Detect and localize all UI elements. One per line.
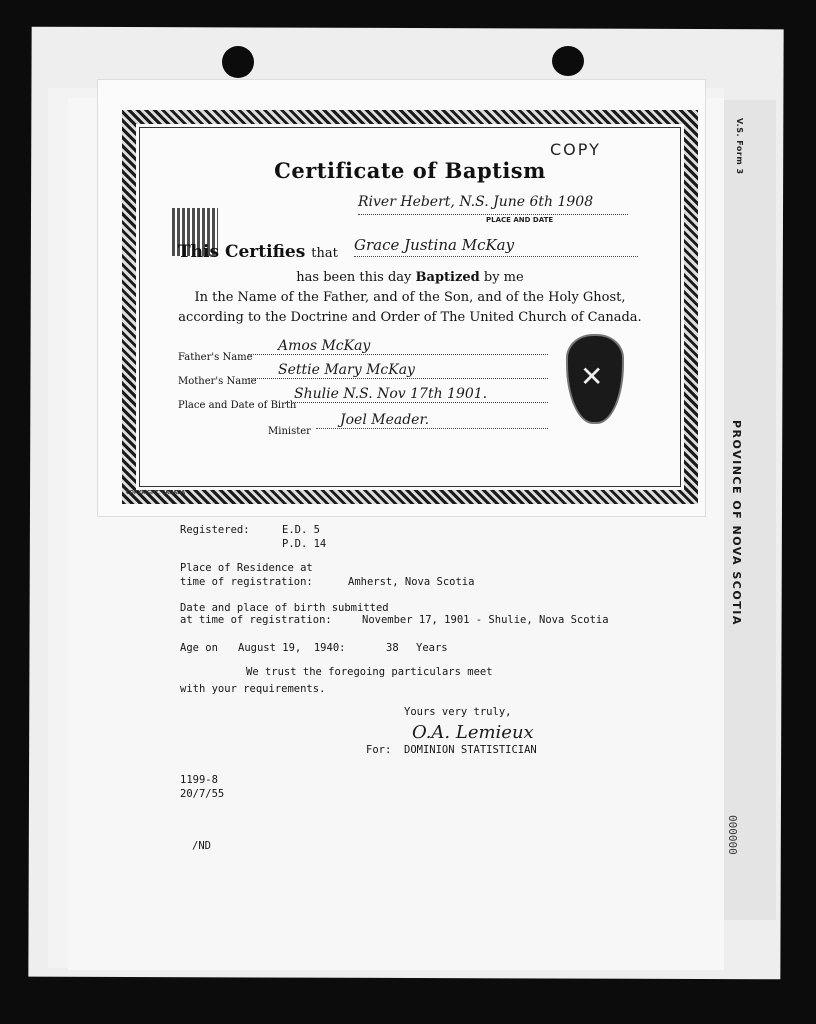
punch-hole-right [552, 46, 584, 76]
certifies-label [178, 242, 338, 262]
baptized-line-pre: has been this day [296, 270, 412, 285]
place-and-date-value: River Hebert, N.S. June 6th 1908 [358, 194, 594, 210]
certificate-title: Certificate of Baptism [274, 158, 546, 183]
that-word: that [311, 246, 338, 261]
residence-label-1: Place of Residence at [180, 562, 313, 574]
form-label: V.S. Form 3 [735, 118, 744, 175]
place-and-date-field [358, 194, 628, 215]
punch-hole-left [222, 46, 254, 78]
baptized-name: Grace Justina McKay [354, 236, 515, 254]
birth-submitted-value: November 17, 1901 - Shulie, Nova Scotia [362, 614, 609, 626]
seal-cross-icon: ✕ [580, 360, 604, 393]
trust-line-1: We trust the foregoing particulars meet [246, 666, 493, 678]
minister-field [316, 412, 548, 429]
copyright-note: COPYRIGHT, CANADA [126, 490, 186, 496]
father-field [248, 338, 548, 355]
baptized-word: Baptized [415, 270, 480, 285]
residence-value: Amherst, Nova Scotia [348, 576, 475, 588]
baptized-line [136, 270, 684, 285]
reference-1: 1199-8 [180, 774, 218, 786]
birth-field [286, 386, 548, 403]
baptized-line-post: by me [483, 270, 524, 285]
age-label: Age on [180, 642, 218, 654]
birth-value: Shulie N.S. Nov 17th 1901. [294, 386, 488, 402]
trinity-line: In the Name of the Father, and of the Son, and of the Holy Ghost, [194, 290, 626, 305]
birth-submitted-2: at time of registration: [180, 614, 332, 626]
baptized-name-field [354, 236, 638, 257]
closing: Yours very truly, [404, 706, 512, 718]
registered-label: Registered: [180, 524, 250, 536]
for-label: For: [366, 744, 392, 756]
signature: O.A. Lemieux [412, 722, 534, 743]
residence-label-2: time of registration: [180, 576, 313, 588]
for-value: DOMINION STATISTICIAN [404, 744, 537, 756]
minister-label: Minister [268, 426, 311, 437]
age-date: August 19, 1940: [238, 642, 346, 654]
birth-label: Place and Date of Birth [178, 400, 297, 411]
registered-ed: E.D. 5 [282, 524, 320, 536]
stamp-number: 000000 [726, 815, 739, 855]
father-value: Amos McKay [278, 338, 371, 354]
minister-value: Joel Meader. [340, 412, 430, 428]
certifies-text: This Certifies [178, 242, 306, 262]
age-value: 38 [386, 642, 399, 654]
birth-submitted-1: Date and place of birth submitted [180, 602, 389, 614]
age-unit: Years [416, 642, 448, 654]
mother-field [248, 362, 548, 379]
registered-pd: P.D. 14 [282, 538, 327, 550]
mother-label: Mother's Name [178, 376, 257, 387]
trust-line-2: with your requirements. [180, 683, 326, 695]
copy-mark: COPY [550, 140, 601, 159]
province-label: PROVINCE OF NOVA SCOTIA [730, 420, 743, 626]
certificate-border [122, 110, 698, 504]
reference-2: 20/7/55 [180, 788, 225, 800]
father-label: Father's Name [178, 352, 253, 363]
typist-initials: /ND [192, 840, 211, 852]
baptism-certificate [98, 80, 705, 516]
mother-value: Settie Mary McKay [278, 362, 415, 378]
place-and-date-caption: PLACE AND DATE [486, 216, 554, 224]
doctrine-line: according to the Doctrine and Order of The United Church of Canada. [178, 310, 642, 325]
